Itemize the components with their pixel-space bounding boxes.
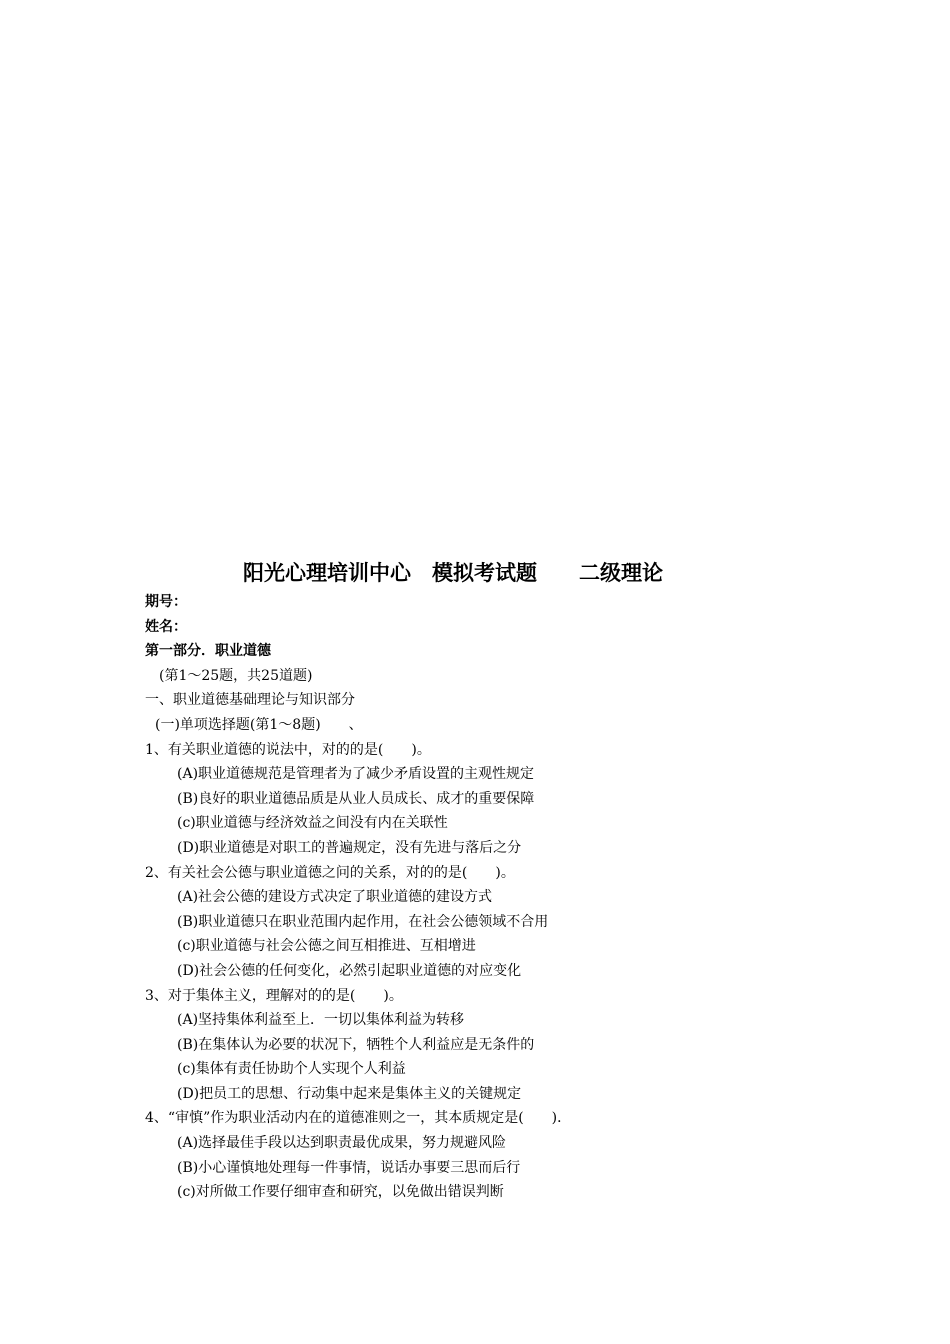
answer-option: (c)集体有责任协助个人实现个人利益 — [177, 1061, 406, 1078]
question-stem: 2、有关社会公德与职业道德之问的关系，对的的是( )。 — [145, 864, 515, 881]
answer-option: (A)坚持集体利益至上．一切以集体利益为转移 — [177, 1012, 465, 1029]
part-heading: 一、职业道德基础理论与知识部分 — [145, 692, 355, 709]
question — [145, 1106, 845, 1204]
answer-option: (A)选择最佳手段以达到职责最优成果，努力规避风险 — [177, 1135, 507, 1152]
answer-option: (A)职业道德规范是管理者为了减少矛盾设置的主观性规定 — [177, 766, 535, 783]
answer-option: (c)职业道德与社会公德之间互相推进、互相增进 — [177, 938, 476, 955]
document-title: 阳光心理培训中心 模拟考试题 二级理论 — [243, 561, 663, 585]
question-stem: 4、“审慎”作为职业活动内在的道德准则之一，其本质规定是( )． — [145, 1110, 572, 1127]
subpart-heading: (一)单项选择题(第1～8题) 、 — [155, 716, 363, 733]
range-note: (第1～25题，共25道题) — [159, 667, 313, 684]
answer-option: (B)职业道德只在职业范围内起作用，在社会公德领域不合用 — [177, 913, 549, 930]
section-heading: 第一部分．职业道德 — [145, 643, 271, 660]
question-stem: 3、对于集体主义，理解对的的是( )。 — [145, 987, 403, 1004]
answer-option: (c)职业道德与经济效益之间没有内在关联性 — [177, 815, 448, 832]
answer-option: (A)社会公德的建设方式决定了职业道德的建设方式 — [177, 889, 493, 906]
name-label: 姓名： — [145, 618, 187, 635]
question-stem: 1、有关职业道德的说法中，对的的是( )。 — [145, 741, 431, 758]
question — [145, 984, 845, 1107]
question — [145, 861, 845, 984]
answer-option: (D)职业道德是对职工的普遍规定，没有先进与落后之分 — [177, 839, 522, 856]
answer-option: (B)在集体认为必要的状况下，牺牲个人利益应是无条件的 — [177, 1036, 535, 1053]
answer-option: (D)社会公德的任何变化，必然引起职业道德的对应变化 — [177, 962, 522, 979]
period-label: 期号： — [145, 594, 187, 610]
answer-option: (c)对所做工作要仔细审查和研究，以免做出错误判断 — [177, 1184, 504, 1201]
answer-option: (B)小心谨慎地处理每一件事情，说话办事要三思而后行 — [177, 1159, 521, 1176]
answer-option: (B)良好的职业道德品质是从业人员成长、成才的重要保障 — [177, 790, 535, 807]
answer-option: (D)把员工的思想、行动集中起来是集体主义的关键规定 — [177, 1085, 522, 1102]
document-content — [145, 556, 845, 1205]
question — [145, 738, 845, 861]
